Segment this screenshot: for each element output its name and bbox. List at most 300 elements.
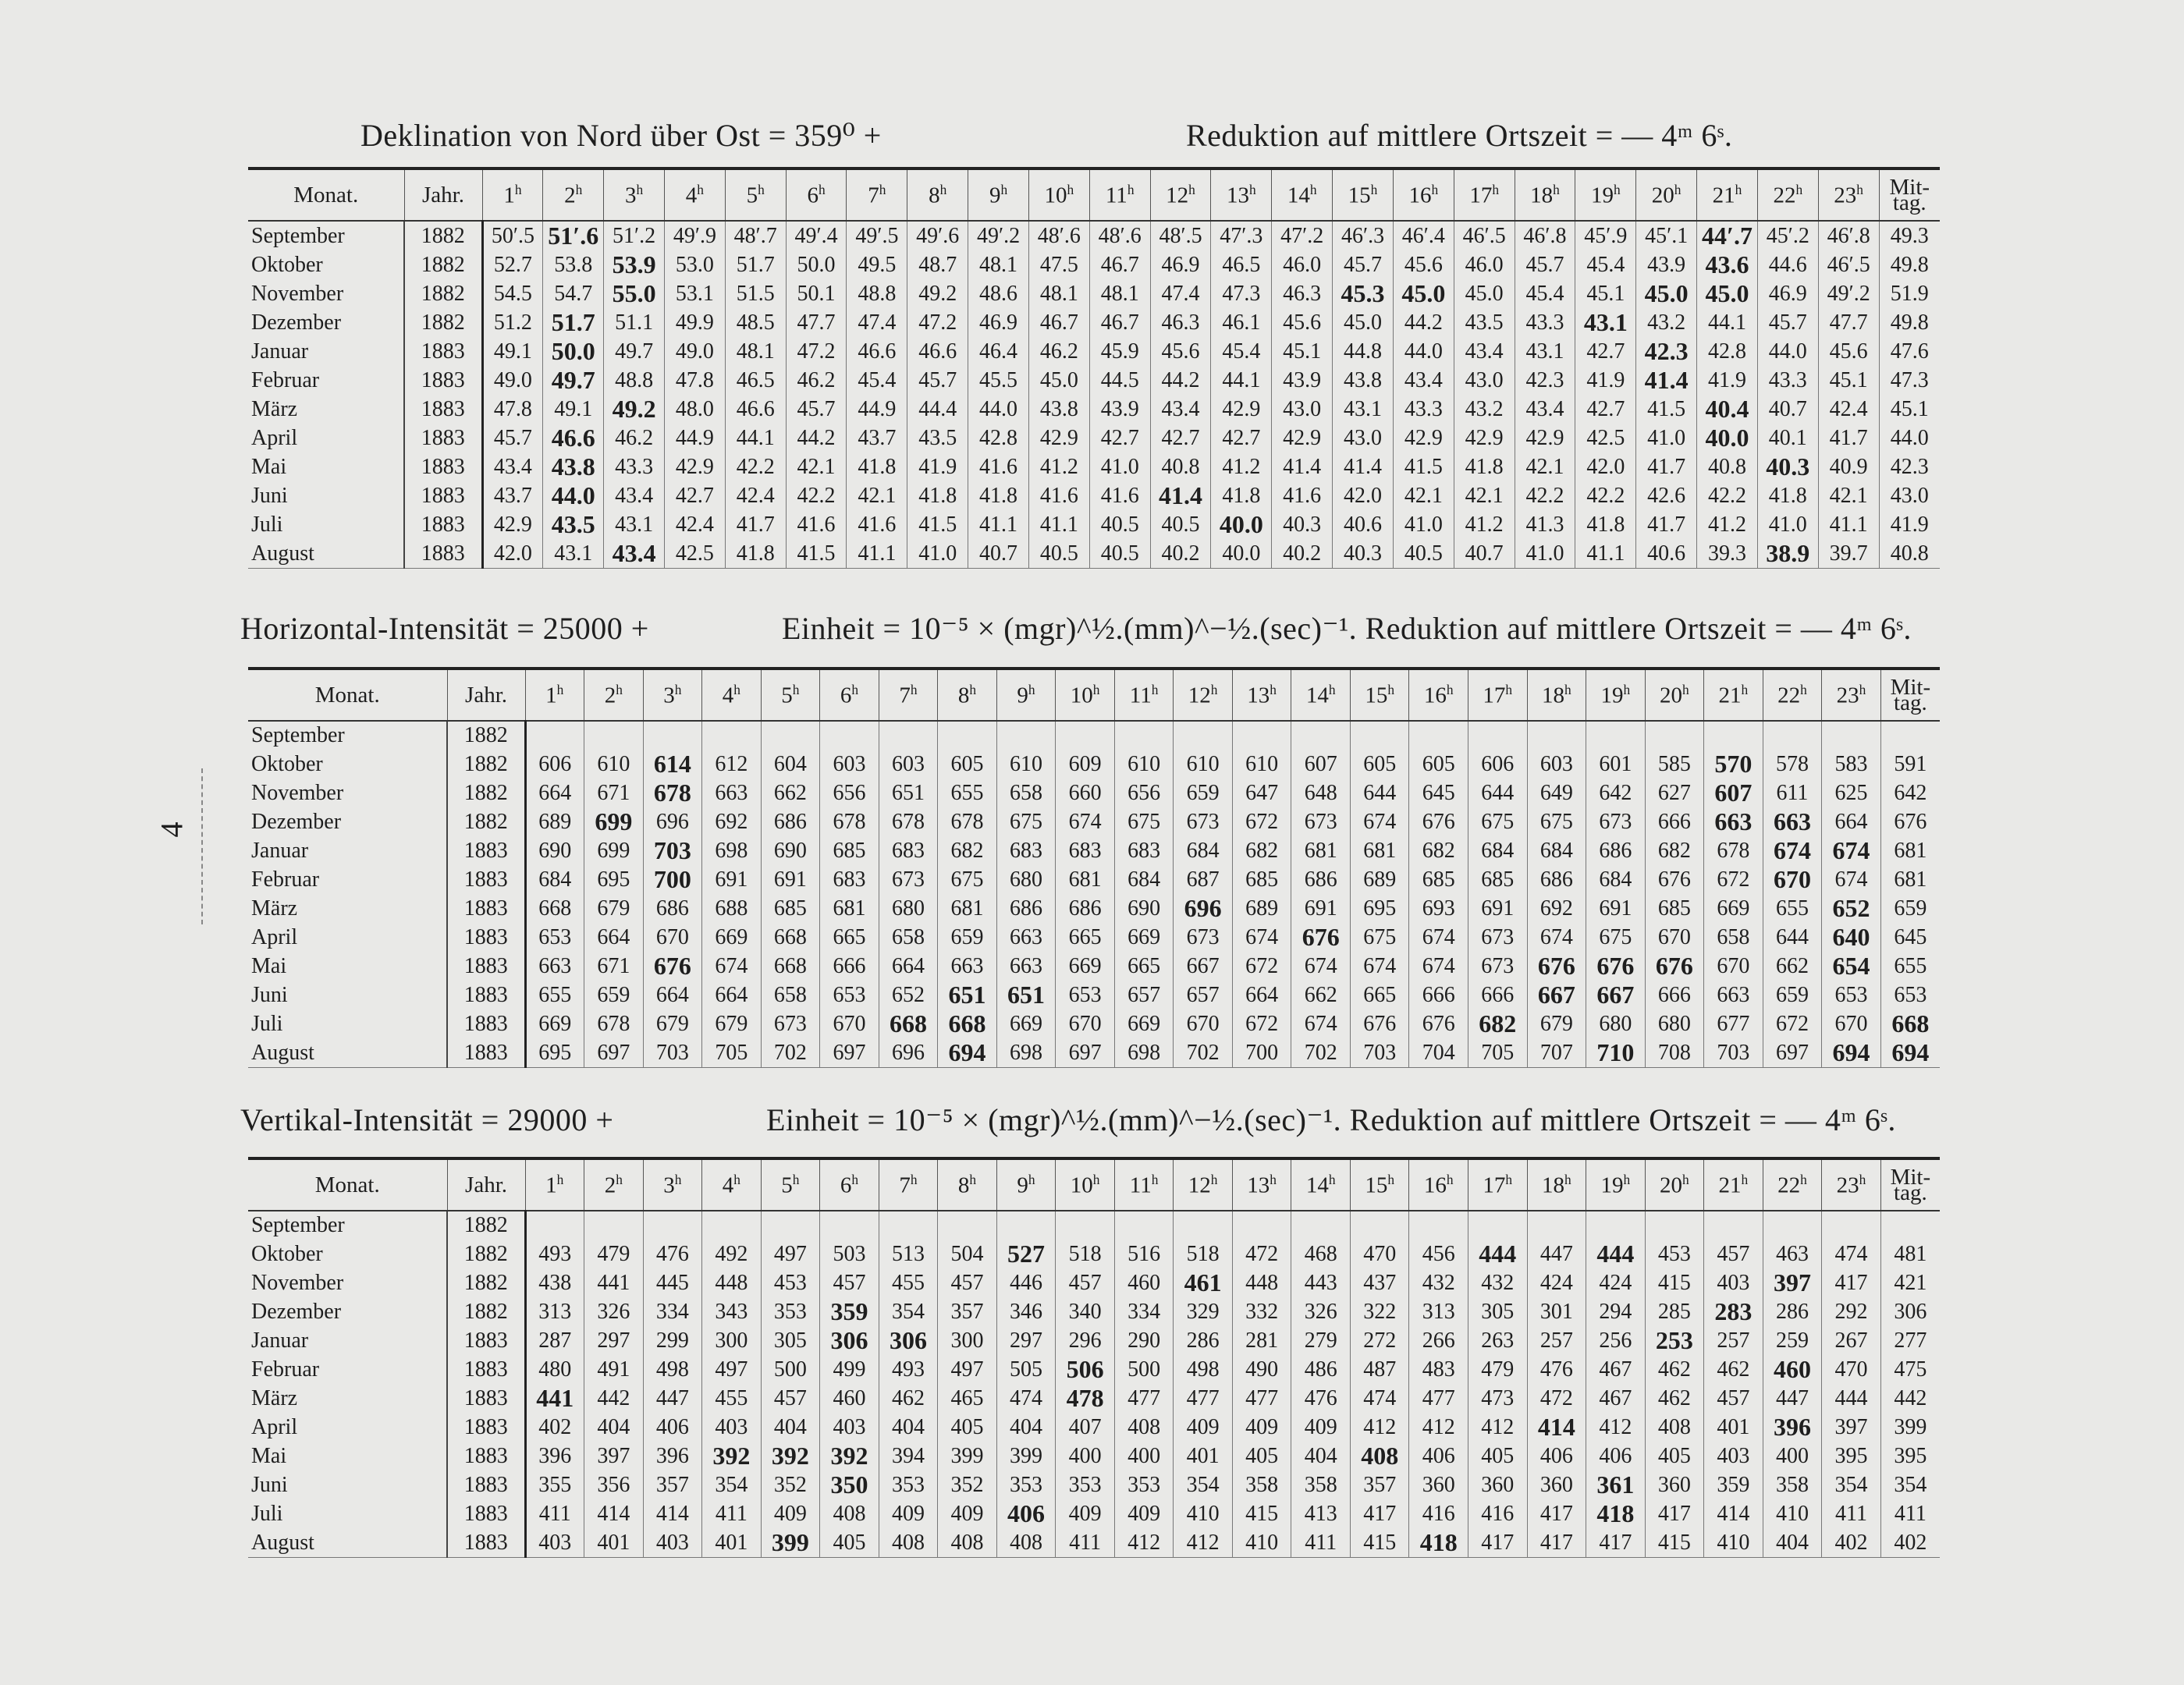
month-cell: Dezember — [251, 809, 342, 834]
value-cell — [1150, 510, 1211, 539]
table-row — [248, 1268, 1940, 1297]
value-cell — [1409, 865, 1468, 894]
value: 504 — [950, 1241, 984, 1266]
value: 43.1 — [615, 512, 654, 537]
value: 674 — [1304, 1011, 1337, 1036]
value-cell — [1575, 308, 1636, 337]
value-cell — [938, 952, 997, 981]
value-cell — [525, 1355, 584, 1384]
value-cell — [1880, 836, 1940, 865]
value-cell — [1150, 308, 1211, 337]
value: 669 — [538, 1011, 572, 1036]
value-cell — [786, 250, 847, 279]
value-cell — [525, 1528, 584, 1558]
value: 673 — [773, 1011, 807, 1036]
value-cell — [1645, 1297, 1704, 1326]
value: 360 — [1422, 1472, 1455, 1497]
value: 670 — [1717, 953, 1750, 978]
value: 421 — [1894, 1270, 1927, 1295]
value-cell — [702, 1413, 762, 1442]
column-header-hour: 12$^h$ — [1150, 168, 1211, 221]
value: 412 — [1481, 1414, 1515, 1439]
value-cell — [761, 1355, 820, 1384]
value-cell — [761, 1470, 820, 1499]
value: 681 — [1304, 838, 1337, 863]
column-header-hour: 10$^h$ — [1056, 669, 1115, 721]
column-header-hour: 5$^h$ — [725, 168, 786, 221]
value-cell — [820, 1297, 879, 1326]
table-row — [248, 952, 1940, 981]
value: 395 — [1834, 1443, 1868, 1468]
value: 42.4 — [1829, 396, 1868, 421]
extreme-value: 41.4 — [1644, 366, 1689, 394]
value: 442 — [597, 1385, 630, 1410]
value-cell — [1350, 1470, 1409, 1499]
value-cell — [996, 721, 1056, 750]
value: 662 — [1775, 953, 1809, 978]
value: 409 — [773, 1501, 807, 1526]
value: 44.6 — [1768, 252, 1807, 277]
value-cell — [907, 424, 968, 452]
value-cell — [1232, 721, 1291, 750]
value: 681 — [1363, 838, 1397, 863]
value-cell — [1636, 539, 1697, 569]
value-cell — [1056, 1326, 1115, 1355]
hour-number: 3 — [624, 183, 637, 208]
value-cell — [761, 894, 820, 923]
value-cell — [1056, 1211, 1115, 1240]
value-cell — [968, 221, 1029, 250]
value-cell — [938, 1326, 997, 1355]
hour-number: 12 — [1188, 683, 1211, 708]
value: 610 — [1010, 751, 1043, 776]
value-cell — [786, 510, 847, 539]
value-cell — [584, 779, 644, 807]
value-cell — [1393, 539, 1454, 569]
value-cell — [543, 279, 604, 308]
value-cell — [996, 779, 1056, 807]
value: 46.7 — [1100, 252, 1139, 277]
value: 474 — [1010, 1385, 1043, 1410]
value-cell — [1114, 894, 1174, 923]
value-cell — [1757, 221, 1818, 250]
month-cell: März — [251, 396, 298, 421]
value: 41.1 — [979, 512, 1018, 537]
value: 672 — [1245, 809, 1279, 834]
month-cell: Mai — [251, 953, 287, 978]
hour-number: 10 — [1070, 1172, 1093, 1198]
column-header-hour: 4$^h$ — [702, 669, 762, 721]
hour-number: 7 — [868, 183, 879, 208]
value-cell — [1393, 337, 1454, 366]
value-cell — [584, 1528, 644, 1558]
value-cell — [968, 337, 1029, 366]
value-cell — [1333, 308, 1394, 337]
value: 659 — [950, 924, 984, 949]
value-cell — [1114, 1413, 1174, 1442]
value-cell — [702, 894, 762, 923]
value-cell — [1114, 1528, 1174, 1558]
value: 47.6 — [1890, 339, 1929, 364]
year-cell: 1883 — [404, 366, 482, 395]
value-cell — [1763, 1442, 1822, 1470]
value: 400 — [1068, 1443, 1102, 1468]
value-cell — [525, 1442, 584, 1470]
value: 46.2 — [797, 367, 836, 392]
value: 703 — [1717, 1040, 1750, 1065]
value-cell — [664, 366, 725, 395]
value-cell — [1515, 221, 1575, 250]
value-cell — [664, 279, 725, 308]
value: 455 — [715, 1385, 748, 1410]
value: 457 — [833, 1270, 866, 1295]
hour-number: 17 — [1483, 683, 1506, 708]
value-cell — [938, 894, 997, 923]
value: 45.7 — [1525, 252, 1564, 277]
value: 609 — [1068, 751, 1102, 776]
value: 675 — [1481, 809, 1515, 834]
value-cell — [1468, 1413, 1528, 1442]
value-cell — [604, 510, 665, 539]
value-cell — [1586, 981, 1646, 1009]
extreme-value: 283 — [1714, 1297, 1753, 1325]
value: 41.8 — [1222, 483, 1261, 508]
value-cell — [879, 923, 938, 952]
value: 705 — [715, 1040, 748, 1065]
value: 493 — [538, 1241, 572, 1266]
extreme-value: 694 — [1832, 1038, 1870, 1066]
value: 359 — [1717, 1472, 1750, 1497]
value-cell — [1704, 1297, 1763, 1326]
value: 659 — [1894, 896, 1927, 921]
value-cell — [1822, 1528, 1881, 1558]
value-cell — [820, 981, 879, 1009]
value-cell — [1468, 1211, 1528, 1240]
value: 685 — [773, 896, 807, 921]
hour-number: 11 — [1105, 183, 1128, 208]
table-row — [248, 894, 1940, 923]
value-cell — [1880, 1297, 1940, 1326]
value-cell — [1291, 952, 1351, 981]
value: 472 — [1539, 1385, 1573, 1410]
value: 401 — [597, 1530, 630, 1555]
value-cell — [1586, 952, 1646, 981]
value-cell — [938, 1384, 997, 1413]
value-cell — [879, 865, 938, 894]
value-cell — [1409, 750, 1468, 779]
column-header-hour: 8$^h$ — [938, 669, 997, 721]
value: 414 — [1717, 1501, 1750, 1526]
value-cell — [1056, 1009, 1115, 1038]
value-cell — [996, 1009, 1056, 1038]
column-header-monat: Monat. — [248, 168, 404, 221]
value-cell — [1291, 1413, 1351, 1442]
value-cell — [879, 1384, 938, 1413]
column-header-hour: 18$^h$ — [1527, 669, 1586, 721]
value-cell — [1636, 279, 1697, 308]
value: 455 — [891, 1270, 925, 1295]
value: 41.8 — [918, 483, 957, 508]
value: 702 — [1304, 1040, 1337, 1065]
value: 686 — [1010, 896, 1043, 921]
value-cell — [725, 250, 786, 279]
value: 674 — [1539, 924, 1573, 949]
value: 44.4 — [918, 396, 957, 421]
value-cell — [1763, 1528, 1822, 1558]
value-cell — [1393, 395, 1454, 424]
value: 412 — [1128, 1530, 1161, 1555]
value: 46.6 — [918, 339, 957, 364]
value-cell — [996, 1038, 1056, 1068]
value-cell — [1880, 1442, 1940, 1470]
value-cell — [525, 721, 584, 750]
value-cell — [1763, 779, 1822, 807]
value: 41.7 — [1647, 454, 1686, 479]
value-cell — [1174, 1268, 1233, 1297]
value-cell — [1822, 1009, 1881, 1038]
value-cell — [1527, 807, 1586, 836]
value-cell — [1232, 1499, 1291, 1528]
value-cell — [1636, 250, 1697, 279]
column-header-hour: 17$^h$ — [1468, 1158, 1528, 1211]
value-cell — [1527, 779, 1586, 807]
column-header-hour: 4$^h$ — [664, 168, 725, 221]
value: 44.0 — [1404, 339, 1443, 364]
value: 467 — [1599, 1385, 1632, 1410]
extreme-value: 51′.6 — [548, 222, 599, 250]
value: 41.9 — [1707, 367, 1746, 392]
value-cell — [879, 1499, 938, 1528]
value: 666 — [1657, 982, 1691, 1007]
value: 263 — [1481, 1328, 1515, 1353]
value: 43.4 — [1161, 396, 1200, 421]
value: 400 — [1775, 1443, 1809, 1468]
value: 673 — [1599, 809, 1632, 834]
value-cell — [1056, 779, 1115, 807]
value-cell — [1879, 539, 1940, 569]
extreme-value: 392 — [830, 1442, 868, 1470]
value: 42.9 — [675, 454, 714, 479]
value-cell — [1880, 1268, 1940, 1297]
value-cell — [1174, 1038, 1233, 1068]
value-cell — [725, 395, 786, 424]
value: 354 — [891, 1299, 925, 1324]
value-cell — [1822, 865, 1881, 894]
column-header-hour: 13$^h$ — [1232, 1158, 1291, 1211]
value: 402 — [538, 1414, 572, 1439]
value-cell — [482, 366, 543, 395]
value: 41.3 — [1525, 512, 1564, 537]
value: 606 — [538, 751, 572, 776]
hour-number: 2 — [564, 183, 576, 208]
value-cell — [1527, 1211, 1586, 1240]
value-cell — [1575, 452, 1636, 481]
value-cell — [702, 1297, 762, 1326]
column-header-hour: 16$^h$ — [1409, 669, 1468, 721]
value-cell — [1880, 1240, 1940, 1268]
value-cell — [643, 894, 702, 923]
value: 437 — [1363, 1270, 1397, 1295]
value: 674 — [1068, 809, 1102, 834]
value-cell — [1586, 1268, 1646, 1297]
value-cell — [1818, 337, 1879, 366]
value-cell — [1333, 279, 1394, 308]
value: 697 — [1775, 1040, 1809, 1065]
value-cell — [1150, 221, 1211, 250]
value-cell — [1527, 1009, 1586, 1038]
value-cell — [725, 510, 786, 539]
value-cell — [996, 1499, 1056, 1528]
value: 326 — [597, 1299, 630, 1324]
value-cell — [1089, 366, 1150, 395]
value: 286 — [1775, 1299, 1809, 1324]
value: 353 — [1128, 1472, 1161, 1497]
value-cell — [1880, 721, 1940, 750]
value-cell — [847, 395, 907, 424]
value-cell — [1174, 865, 1233, 894]
value: 457 — [1717, 1385, 1750, 1410]
value: 332 — [1245, 1299, 1279, 1324]
value-cell — [1409, 894, 1468, 923]
value-cell — [1586, 1442, 1646, 1470]
value-cell — [847, 424, 907, 452]
extreme-value: 43.6 — [1705, 250, 1749, 278]
value: 415 — [1245, 1501, 1279, 1526]
value-cell — [1409, 1268, 1468, 1297]
value: 46′.8 — [1523, 223, 1567, 248]
value-cell — [1114, 750, 1174, 779]
year-cell: 1883 — [447, 1528, 525, 1558]
value-cell — [1468, 1384, 1528, 1413]
value: 53.1 — [675, 281, 714, 306]
value: 605 — [950, 751, 984, 776]
value-cell — [1697, 424, 1758, 452]
value: 699 — [597, 838, 630, 863]
value-cell — [1454, 424, 1515, 452]
value: 405 — [1245, 1443, 1279, 1468]
column-header-hour: 9$^h$ — [968, 168, 1029, 221]
value-cell — [1350, 1240, 1409, 1268]
column-header-hour: 3$^h$ — [643, 1158, 702, 1211]
value: 305 — [773, 1328, 807, 1353]
hour-number: 16 — [1423, 1172, 1447, 1198]
value-cell — [1515, 337, 1575, 366]
extreme-value: 50.0 — [551, 337, 595, 365]
value: 442 — [1894, 1385, 1927, 1410]
column-header-hour: 19$^h$ — [1575, 168, 1636, 221]
value: 675 — [1010, 809, 1043, 834]
value-cell — [1697, 539, 1758, 569]
value-cell — [1527, 894, 1586, 923]
value-cell — [702, 1211, 762, 1240]
value-cell — [702, 952, 762, 981]
value-cell — [1704, 1384, 1763, 1413]
value-cell — [1515, 279, 1575, 308]
value-cell — [1174, 923, 1233, 952]
column-header-jahr: Jahr. — [404, 168, 482, 221]
value-cell — [879, 894, 938, 923]
column-header-hour: 5$^h$ — [761, 1158, 820, 1211]
value-cell — [1763, 836, 1822, 865]
value-cell — [525, 779, 584, 807]
value-cell — [1056, 1384, 1115, 1413]
column-header-hour: 9$^h$ — [996, 669, 1056, 721]
value: 685 — [833, 838, 866, 863]
value: 45.4 — [1222, 339, 1261, 364]
value-cell — [1645, 721, 1704, 750]
value: 705 — [1481, 1040, 1515, 1065]
extreme-value: 44′.7 — [1701, 222, 1753, 250]
value-cell — [938, 1211, 997, 1240]
column-header-hour: 1$^h$ — [525, 1158, 584, 1211]
value-cell — [1232, 1442, 1291, 1470]
value-cell — [525, 1240, 584, 1268]
value: 403 — [1717, 1443, 1750, 1468]
value: 666 — [1657, 809, 1691, 834]
value: 681 — [1894, 838, 1927, 863]
value-cell — [761, 779, 820, 807]
value-cell — [643, 1470, 702, 1499]
value: 290 — [1128, 1328, 1161, 1353]
value-cell — [702, 1528, 762, 1558]
value-cell — [525, 750, 584, 779]
value-cell — [1056, 1528, 1115, 1558]
extreme-value: 253 — [1655, 1326, 1693, 1354]
value: 49′.2 — [1827, 281, 1870, 306]
value: 406 — [1599, 1443, 1632, 1468]
value: 279 — [1304, 1328, 1337, 1353]
value: 353 — [1010, 1472, 1043, 1497]
value-cell — [643, 721, 702, 750]
value-cell — [1586, 1326, 1646, 1355]
value: 49.1 — [493, 339, 532, 364]
value-cell — [702, 836, 762, 865]
value: 45.6 — [1829, 339, 1868, 364]
column-header-hour: 17$^h$ — [1454, 168, 1515, 221]
value-cell — [1350, 1442, 1409, 1470]
table-row — [248, 865, 1940, 894]
value-cell — [725, 308, 786, 337]
value-cell — [643, 1038, 702, 1068]
value: 41.7 — [736, 512, 775, 537]
value-cell — [1636, 221, 1697, 250]
column-header-hour: 12$^h$ — [1174, 1158, 1233, 1211]
value-cell — [1089, 452, 1150, 481]
value-cell — [879, 1268, 938, 1297]
table-row — [248, 1211, 1940, 1240]
value-cell — [1350, 721, 1409, 750]
value: 43.4 — [1404, 367, 1443, 392]
value: 334 — [655, 1299, 689, 1324]
value: 645 — [1422, 780, 1455, 805]
value-cell — [1409, 1297, 1468, 1326]
value-cell — [664, 539, 725, 569]
value-cell — [1114, 923, 1174, 952]
value-cell — [847, 539, 907, 569]
value-cell — [1056, 1240, 1115, 1268]
value-cell — [1232, 836, 1291, 865]
value-cell — [1350, 836, 1409, 865]
value: 492 — [715, 1241, 748, 1266]
extreme-value: 361 — [1596, 1470, 1635, 1499]
value-cell — [1757, 279, 1818, 308]
value-cell — [1645, 923, 1704, 952]
value-cell — [761, 1384, 820, 1413]
extreme-value: 399 — [771, 1528, 809, 1556]
value-cell — [1232, 1470, 1291, 1499]
value: 410 — [1186, 1501, 1220, 1526]
value: 448 — [715, 1270, 748, 1295]
